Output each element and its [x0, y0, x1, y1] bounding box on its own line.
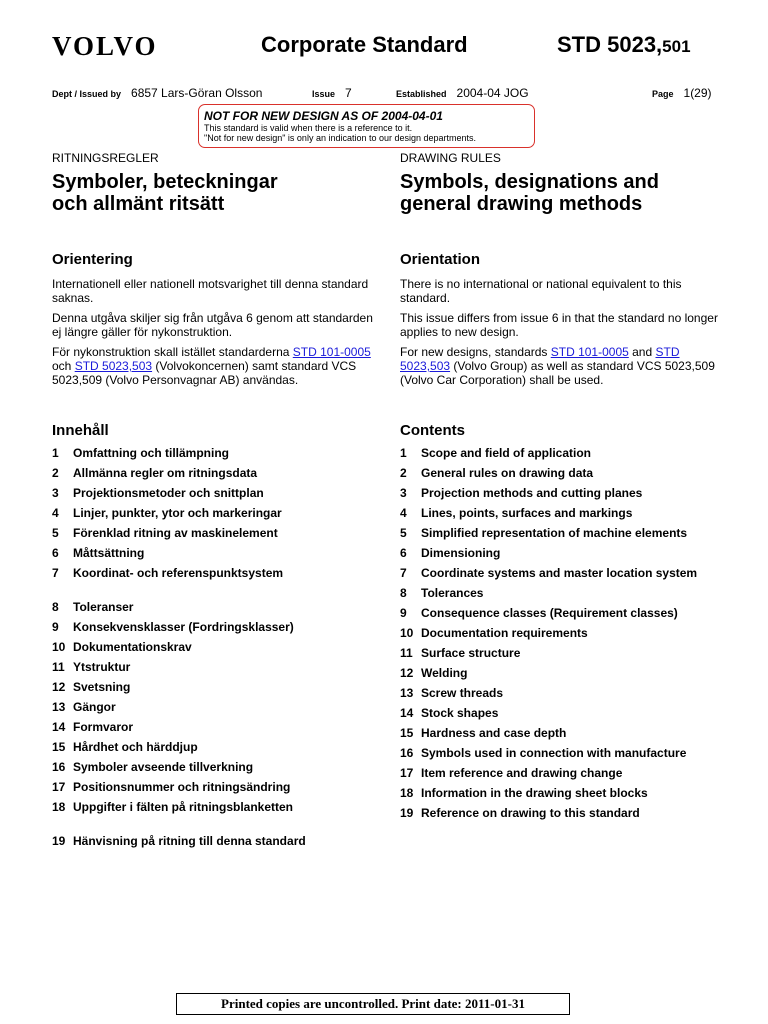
toc-entry-number: 1: [52, 446, 59, 460]
issue-value: 7: [345, 86, 352, 100]
toc-entry: [52, 700, 382, 714]
toc-entry-label: Information in the drawing sheet blocks: [421, 786, 648, 800]
toc-entry: [400, 546, 730, 560]
toc-entry: [52, 660, 382, 674]
toc-entry-number: 15: [400, 726, 414, 740]
toc-entry-label: Konsekvensklasser (Fordringsklasser): [73, 620, 294, 634]
toc-entry-label: Lines, points, surfaces and markings: [421, 506, 633, 520]
toc-entry-label: Dokumentationskrav: [73, 640, 192, 654]
title-sv: [52, 171, 382, 215]
dept-issued-by: [52, 86, 262, 101]
toc-entry: [52, 680, 382, 694]
toc-entry-number: 5: [400, 526, 407, 540]
text-run: och: [52, 359, 75, 373]
link-std-5023-503[interactable]: STD 5023,503: [74, 359, 153, 373]
toc-entry-label: Uppgifter i fälten på ritningsblanketten: [73, 800, 294, 814]
toc-entry-label: Symboler avseende tillverkning: [73, 760, 254, 774]
toc-entry: [400, 606, 730, 620]
title-sv-line-1: Symboler, beteckningar: [52, 171, 278, 193]
toc-entry-number: 14: [52, 720, 66, 734]
toc-entry-number: 9: [52, 620, 59, 634]
toc-entry-number: 12: [52, 680, 66, 694]
toc-entry-number: 16: [52, 760, 66, 774]
toc-entry-label: Allmänna regler om ritningsdata: [73, 466, 258, 480]
toc-entry-label: Dimensioning: [421, 546, 501, 560]
toc-entry: [52, 526, 382, 540]
text-run: För nykonstruktion skall istället standarderna: [52, 345, 293, 359]
toc-entry-label: Coordinate systems and master location system: [421, 566, 698, 580]
page-value: 1(29): [683, 86, 712, 100]
toc-entry-label: Hänvisning på ritning till denna standard: [73, 834, 306, 848]
toc-entry-label: Consequence classes (Requirement classes): [421, 606, 678, 620]
contents-heading-sv: Innehåll: [52, 422, 109, 439]
orientation-body-sv: [52, 277, 382, 393]
toc-entry-number: 2: [400, 466, 407, 480]
toc-entry: [52, 446, 382, 460]
title-sv-line-2: och allmänt ritsätt: [52, 193, 225, 215]
toc-entry: [400, 466, 730, 480]
page-label: Page: [652, 89, 674, 99]
orientation-paragraph: There is no international or national equivalent to this standard.: [400, 277, 682, 305]
toc-entry-label: Gängor: [73, 700, 116, 714]
category-sv: RITNINGSREGLER: [52, 151, 159, 165]
toc-entry: [400, 566, 730, 580]
toc-entry-label: Simplified representation of machine elements: [421, 526, 688, 540]
table-of-contents-sv: [52, 446, 382, 854]
toc-entry-number: 7: [52, 566, 59, 580]
notice-line-1: This standard is valid when there is a reference to it.: [204, 123, 413, 133]
table-of-contents-en: [400, 446, 730, 826]
toc-entry-label: Projektionsmetoder och snittplan: [73, 486, 264, 500]
toc-entry-number: 11: [400, 646, 413, 660]
toc-entry-number: 4: [52, 506, 59, 520]
toc-entry-number: 13: [52, 700, 66, 714]
toc-entry-number: 3: [400, 486, 407, 500]
orientation-paragraph: Internationell eller nationell motsvarighet till denna standard saknas.: [52, 277, 369, 305]
toc-entry-label: Omfattning och tillämpning: [73, 446, 229, 460]
toc-entry: [52, 620, 382, 634]
orientation-paragraph: Denna utgåva skiljer sig från utgåva 6 genom att standarden ej längre gäller för nykonstruktion.: [52, 311, 373, 339]
toc-entry: [400, 526, 730, 540]
orientation-paragraph: [400, 345, 730, 387]
toc-entry-label: Linjer, punkter, ytor och markeringar: [73, 506, 282, 520]
established-value: 2004-04 JOG: [456, 86, 529, 100]
toc-entry: [400, 506, 730, 520]
text-run: and: [628, 345, 656, 359]
toc-entry: [400, 726, 730, 740]
toc-entry-number: 14: [400, 706, 414, 720]
toc-entry: [52, 566, 382, 580]
contents-heading-en: Contents: [400, 422, 465, 439]
orientation-paragraph: [52, 345, 382, 387]
title-en-line-2: general drawing methods: [400, 193, 643, 215]
text-run: For new designs, standards: [400, 345, 551, 359]
toc-entry-number: 17: [400, 766, 414, 780]
toc-entry-label: Scope and field of application: [421, 446, 592, 460]
toc-entry: [400, 626, 730, 640]
toc-entry-number: 10: [52, 640, 66, 654]
toc-entry: [52, 506, 382, 520]
toc-entry: [52, 780, 382, 794]
toc-entry: [52, 486, 382, 500]
toc-entry: [400, 746, 730, 760]
toc-entry: [52, 760, 382, 774]
toc-entry-label: Documentation requirements: [421, 626, 588, 640]
toc-entry: [400, 786, 730, 800]
toc-entry-label: Formvaror: [73, 720, 134, 734]
toc-entry: [400, 586, 730, 600]
toc-entry: [52, 466, 382, 480]
toc-entry-number: 2: [52, 466, 59, 480]
toc-entry-label: Positionsnummer och ritningsändring: [73, 780, 291, 794]
notice-line-2: "Not for new design" is only an indication to our design departments.: [204, 133, 477, 143]
toc-entry-label: Surface structure: [421, 646, 521, 660]
standard-number-main: STD 5023,: [557, 32, 663, 57]
standard-number: [557, 32, 691, 60]
toc-entry-number: 18: [52, 800, 66, 814]
toc-entry: [52, 740, 382, 754]
toc-entry: [400, 446, 730, 460]
toc-entry-label: Toleranser: [73, 600, 134, 614]
toc-entry-label: General rules on drawing data: [421, 466, 594, 480]
text-run: (Volvokoncernen) samt standard VCS 5023,509 (Volvo Personvagnar AB) användas.: [52, 359, 357, 387]
toc-entry-label: Hardness and case depth: [421, 726, 567, 740]
toc-entry: [400, 706, 730, 720]
toc-entry-label: Koordinat- och referenspunktsystem: [73, 566, 284, 580]
title-en: [400, 171, 730, 215]
toc-entry-number: 11: [52, 660, 65, 674]
title-en-line-1: Symbols, designations and: [400, 171, 659, 193]
toc-entry: [52, 640, 382, 654]
toc-entry-number: 8: [52, 600, 59, 614]
toc-entry-label: Symbols used in connection with manufacture: [421, 746, 687, 760]
toc-entry: [52, 800, 382, 814]
dept-value: 6857 Lars-Göran Olsson: [131, 86, 263, 100]
toc-entry-number: 19: [52, 834, 66, 848]
established: [396, 86, 529, 101]
toc-entry-label: Reference on drawing to this standard: [421, 806, 640, 820]
toc-entry-number: 19: [400, 806, 414, 820]
link-std-101-0005[interactable]: STD 101-0005: [550, 345, 629, 359]
toc-entry-number: 10: [400, 626, 414, 640]
toc-entry-number: 1: [400, 446, 407, 460]
toc-entry-label: Item reference and drawing change: [421, 766, 623, 780]
page-indicator: [652, 86, 712, 101]
toc-entry: [52, 720, 382, 734]
orientation-paragraph: This issue differs from issue 6 in that the standard no longer applies to new design.: [400, 311, 718, 339]
toc-entry-label: Projection methods and cutting planes: [421, 486, 643, 500]
standard-number-suffix: 501: [662, 37, 691, 56]
text-run: (Volvo Group) as well as standard VCS 5023,509 (Volvo Car Corporation) shall be used.: [400, 359, 715, 387]
toc-entry-label: Welding: [421, 666, 468, 680]
notice-heading: NOT FOR NEW DESIGN AS OF 2004-04-01: [204, 109, 443, 123]
issue: [312, 86, 352, 101]
toc-entry-number: 6: [52, 546, 59, 560]
toc-entry: [400, 806, 730, 820]
toc-entry: [52, 600, 382, 614]
document-title: Corporate Standard: [261, 32, 468, 57]
dept-label: Dept / Issued by: [52, 89, 122, 99]
print-date-footer: Printed copies are uncontrolled. Print date: 2011-01-31: [176, 993, 570, 1015]
toc-entry: [400, 646, 730, 660]
orientation-heading-sv: Orientering: [52, 251, 133, 268]
toc-entry-label: Tolerances: [421, 586, 484, 600]
orientation-heading-en: Orientation: [400, 251, 481, 268]
category-en: DRAWING RULES: [400, 151, 501, 165]
toc-entry: [400, 486, 730, 500]
toc-entry-number: 17: [52, 780, 66, 794]
toc-entry-number: 5: [52, 526, 59, 540]
toc-entry-number: 15: [52, 740, 66, 754]
link-std-101-0005[interactable]: STD 101-0005: [292, 345, 371, 359]
toc-entry-number: 12: [400, 666, 414, 680]
toc-entry-label: Stock shapes: [421, 706, 499, 720]
toc-entry-label: Screw threads: [421, 686, 504, 700]
toc-entry: [400, 766, 730, 780]
toc-entry-label: Hårdhet och härddjup: [73, 740, 198, 754]
not-for-new-design-notice: [198, 104, 535, 148]
toc-entry: [52, 834, 382, 848]
toc-entry-label: Måttsättning: [73, 546, 145, 560]
toc-entry-label: Svetsning: [73, 680, 131, 694]
established-label: Established: [396, 89, 447, 99]
orientation-body-en: [400, 277, 730, 393]
issue-label: Issue: [312, 89, 336, 99]
link-std-5023-503[interactable]: STD 5023,503: [400, 345, 680, 373]
toc-entry-number: 13: [400, 686, 414, 700]
toc-entry: [52, 546, 382, 560]
toc-entry: [400, 666, 730, 680]
toc-entry-number: 8: [400, 586, 407, 600]
toc-entry-number: 4: [400, 506, 407, 520]
toc-entry-number: 6: [400, 546, 407, 560]
toc-entry-label: Ytstruktur: [73, 660, 131, 674]
toc-entry-number: 16: [400, 746, 414, 760]
toc-entry-number: 9: [400, 606, 407, 620]
toc-entry-number: 18: [400, 786, 414, 800]
toc-entry-number: 3: [52, 486, 59, 500]
toc-entry: [400, 686, 730, 700]
toc-entry-label: Förenklad ritning av maskinelement: [73, 526, 278, 540]
toc-entry-number: 7: [400, 566, 407, 580]
volvo-logo: VOLVO: [52, 31, 158, 61]
